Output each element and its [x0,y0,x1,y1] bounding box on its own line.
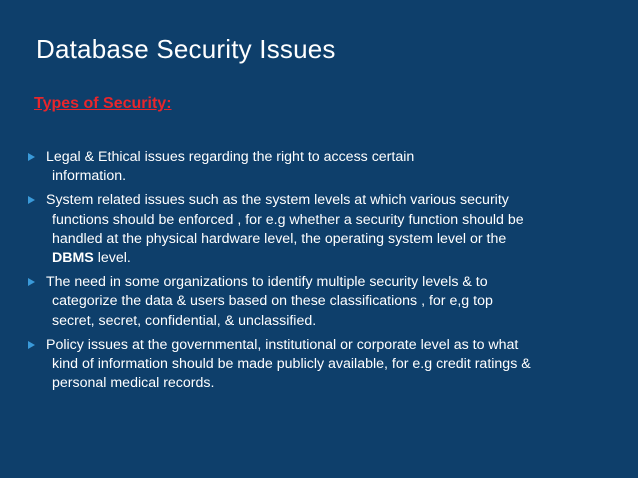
bullet-line: secret, secret, confidential, & unclassified. [52,312,317,329]
bullet-line-tail: level. [93,250,131,267]
bullet-item-multiple-levels [27,273,627,331]
triangle-right-icon [28,153,35,161]
triangle-right-icon [28,341,35,349]
bullet-line: personal medical records. [52,375,215,392]
bullet-line: Legal & Ethical issues regarding the right to access certain [46,149,415,165]
bullet-line: kind of information should be made publicly available, for e.g credit ratings & [52,356,531,373]
triangle-right-icon [28,278,35,286]
slide-title: Database Security Issues [36,34,336,64]
section-heading: Types of Security: [34,95,172,112]
bullet-line: categorize the data & users based on these classifications , for e,g top [52,293,493,310]
bullet-line: functions should be enforced , for e.g whether a security function should be [52,211,524,228]
bullet-line: The need in some organizations to identify multiple security levels & to [46,274,488,291]
dbms-term: DBMS [52,250,94,267]
bullet-item-system-related [27,191,627,268]
bullet-line: handled at the physical hardware level, the operating system level or the [52,230,507,247]
bullet-line: Policy issues at the governmental, institutional or corporate level as to what [46,336,519,353]
bullet-line: System related issues such as the system levels at which various security [46,192,509,209]
bullet-item-legal-ethical [27,148,627,186]
bullet-item-policy-issues [27,336,627,394]
bullet-list [27,148,627,398]
bullet-line [46,249,627,268]
triangle-right-icon [28,196,35,204]
bullet-line: information. [52,168,127,185]
